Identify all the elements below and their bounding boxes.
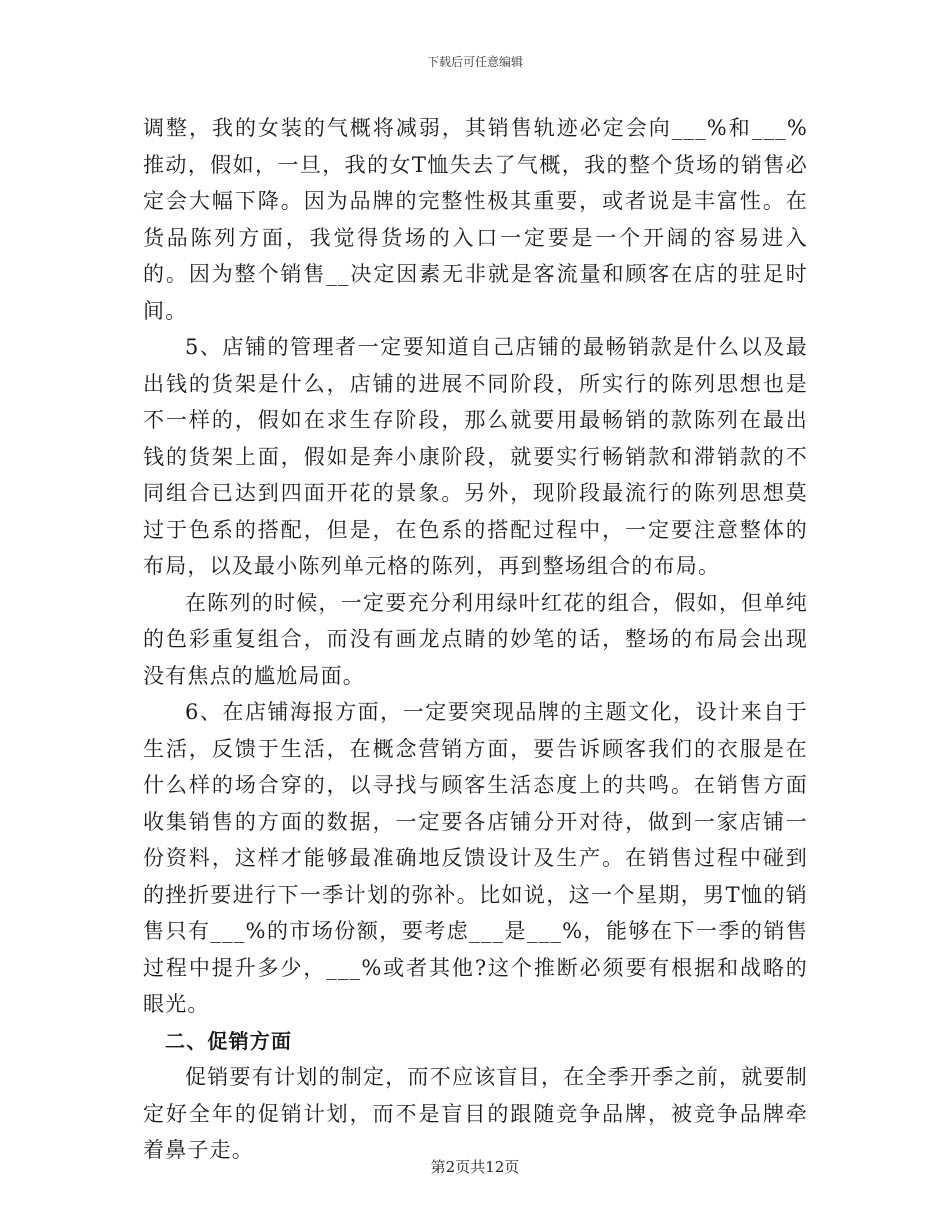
section-heading-promotion: 二、促销方面 bbox=[165, 1028, 293, 1053]
paragraph-item-5: 5、店铺的管理者一定要知道自己店铺的最畅销款是什么以及最出钱的货架是什么，店铺的进展不同阶段，所实行的陈列思想也是不一样的，假如在求生存阶段，那么就要用最畅销的款陈列在最出钱的货架上面，假如是奔小康阶段，就要实行畅销款和滞销款的不同组合已达到四面开花的景象。另外，现阶段最流行的陈列思想莫过于色系的搭配，但是，在色系的搭配过程中，一定要注意整体的布局，以及最小陈列单元格的陈列，再到整场组合的布局。 bbox=[143, 335, 808, 578]
page-header: 下载后可任意编辑 bbox=[426, 55, 523, 69]
paragraph-continued: 调整，我的女装的气概将减弱，其销售轨迹必定会向___%和___%推动，假如，一旦，我的女T恤失去了气概，我的整个货场的销售必定会大幅下降。因为品牌的完整性极其重要，或者说是丰富性。在货品陈列方面，我觉得货场的入口一定要是一个开阔的容易进入的。因为整个销售__决定因素无非就是客流量和顾客在店的驻足时间。 bbox=[143, 116, 808, 323]
document-body bbox=[143, 110, 808, 1169]
page-footer: 第2页共12页 bbox=[430, 1158, 520, 1176]
paragraph-item-6: 6、在店铺海报方面，一定要突现品牌的主题文化，设计来自于生活，反馈于生活，在概念营销方面，要告诉顾客我们的衣服是在什么样的场合穿的，以寻找与顾客生活态度上的共鸣。在销售方面收集销售的方面的数据，一定要各店铺分开对待，做到一家店铺一份资料，这样才能够最准确地反馈设计及生产。在销售过程中碰到的挫折要进行下一季计划的弥补。比如说，这一个星期，男T恤的销售只有___%的市场份额，要考虑___是___%，能够在下一季的销售过程中提升多少，___%或者其他?这个推断必须要有根据和战略的眼光。 bbox=[143, 700, 808, 1016]
paragraph-promotion: 促销要有计划的制定，而不应该盲目，在全季开季之前，就要制定好全年的促销计划，而不是盲目的跟随竞争品牌，被竞争品牌牵着鼻子走。 bbox=[143, 1065, 808, 1162]
paragraph-display: 在陈列的时候，一定要充分利用绿叶红花的组合，假如，但单纯的色彩重复组合，而没有画龙点睛的妙笔的话，整场的布局会出现没有焦点的尴尬局面。 bbox=[143, 590, 808, 688]
